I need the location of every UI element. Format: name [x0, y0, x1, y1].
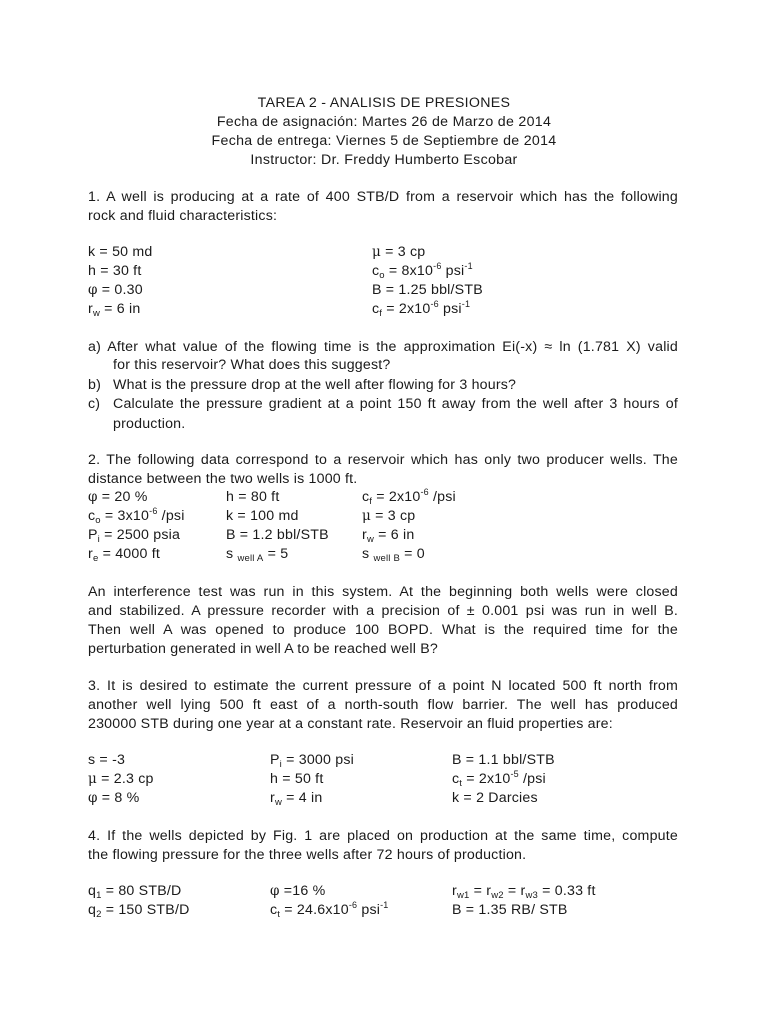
- p2-h: h = 80 ft: [226, 489, 280, 505]
- problem-3-line-3: 230000 STB during one year at a constant rate. Reservoir an fluid properties are:: [88, 716, 613, 732]
- problem-1-line-2: rock and fluid characteristics:: [88, 208, 278, 224]
- p3-h: h = 50 ft: [270, 771, 324, 787]
- instructor: Instructor: Dr. Freddy Humberto Escobar: [250, 152, 518, 168]
- p3-s: s = -3: [88, 752, 126, 768]
- p4-ct: $c_t = 24.6x10^{-6}$ psi$^{-1}$: [270, 900, 389, 920]
- p2-paragraph-line-1: An interference test was run in this system. At the beginning both wells were closed: [88, 584, 678, 600]
- problem-1-line-1: 1. A well is producing at a rate of 400 STB/D from a reservoir which has the following: [88, 189, 678, 205]
- p1-cf: $c_f = 2x10^{-6}$ psi$^{-1}$: [372, 299, 471, 319]
- due-date: Fecha de entrega: Viernes 5 de Septiembre de 2014: [211, 133, 557, 149]
- problem-3-line-1: 3. It is desired to estimate the current pressure of a point N located 500 ft north from: [88, 678, 678, 694]
- p2-mu: μ = 3 cp: [362, 508, 416, 524]
- p2-pi: $P_i = 2500$ psia: [88, 527, 181, 545]
- p2-cf: $c_f = 2x10^{-6}$ /psi: [362, 487, 456, 507]
- p2-paragraph-line-2: and stabilized. A pressure recorder with a precision of ± 0.001 psi was run in well B.: [88, 603, 678, 619]
- doc-title: TAREA 2 - ANALISIS DE PRESIONES: [257, 95, 511, 111]
- problem-2-line-1: 2. The following data correspond to a reservoir which has only two producer wells. The: [88, 452, 678, 468]
- problem-4-line-2: the flowing pressure for the three wells after 72 hours of production.: [88, 847, 527, 863]
- p4-B: B = 1.35 RB/ STB: [452, 902, 568, 918]
- p2-skin-a: s $_{well A}$ = 5: [226, 546, 289, 564]
- p4-q2: $q_2 = 150$ STB/D: [88, 902, 190, 920]
- p4-rw: $r_{w1} = r_{w2} = r_{w3} = 0.33$ ft: [452, 883, 596, 901]
- p2-phi: φ = 20 %: [88, 489, 148, 505]
- p1-mu: μ = 3 cp: [372, 244, 426, 260]
- p1-co: $c_o = 8x10^{-6}$ psi$^{-1}$: [372, 261, 473, 281]
- p2-k: k = 100 md: [226, 508, 299, 524]
- problem-3-line-2: another well lying 500 ft east of a north-south flow barrier. The well has produced: [88, 697, 678, 713]
- p2-paragraph-line-3: Then well A was opened to produce 100 BOPD. What is the required time for the: [88, 622, 678, 638]
- problem-4-line-1: 4. If the wells depicted by Fig. 1 are placed on production at the same time, compute: [88, 828, 678, 844]
- p3-rw: $r_w = 4$ in: [270, 790, 323, 808]
- p1-question-a-line-2: for this reservoir? What does this suggest?: [113, 357, 391, 373]
- p1-rw: $r_w = 6$ in: [88, 301, 141, 319]
- p1-B: B = 1.25 bbl/STB: [372, 282, 483, 298]
- p1-question-c: c) Calculate the pressure gradient at a point 150 ft away from the well after 3 hours of production.: [88, 396, 678, 432]
- p3-pi: $P_i = 3000$ psi: [270, 752, 354, 770]
- p2-re: $r_e = 4000$ ft: [88, 546, 160, 564]
- p1-question-b: b) What is the pressure drop at the well after flowing for 3 hours?: [88, 377, 517, 393]
- p3-B: B = 1.1 bbl/STB: [452, 752, 555, 768]
- problem-2-line-2: distance between the two wells is 1000 ft.: [88, 471, 358, 487]
- p2-B: B = 1.2 bbl/STB: [226, 527, 329, 543]
- assignment-date: Fecha de asignación: Martes 26 de Marzo de 2014: [216, 114, 552, 130]
- p1-phi: φ = 0.30: [88, 282, 143, 298]
- p2-co: $c_o = 3x10^{-6}$ /psi: [88, 506, 185, 526]
- p3-phi: φ = 8 %: [88, 790, 140, 806]
- p3-k: k = 2 Darcies: [452, 790, 538, 806]
- p3-ct: $c_t = 2x10^{-5}$ /psi: [452, 769, 546, 789]
- p1-question-a-line-1: a) After what value of the flowing time is the approximation Ei(-x) ≈ ln (1.781 X) valid: [88, 339, 678, 355]
- p1-h: h = 30 ft: [88, 263, 142, 279]
- p4-q1: $q_1 = 80$ STB/D: [88, 883, 182, 901]
- p2-paragraph-line-4: perturbation generated in well A to be reached well B?: [88, 641, 438, 657]
- p2-skin-b: s $_{well B}$ = 0: [362, 546, 425, 564]
- p3-mu: μ = 2.3 cp: [88, 771, 154, 787]
- p1-k: k = 50 md: [88, 244, 153, 260]
- p4-phi: φ =16 %: [270, 883, 326, 899]
- p2-rw: $r_w = 6$ in: [362, 527, 415, 545]
